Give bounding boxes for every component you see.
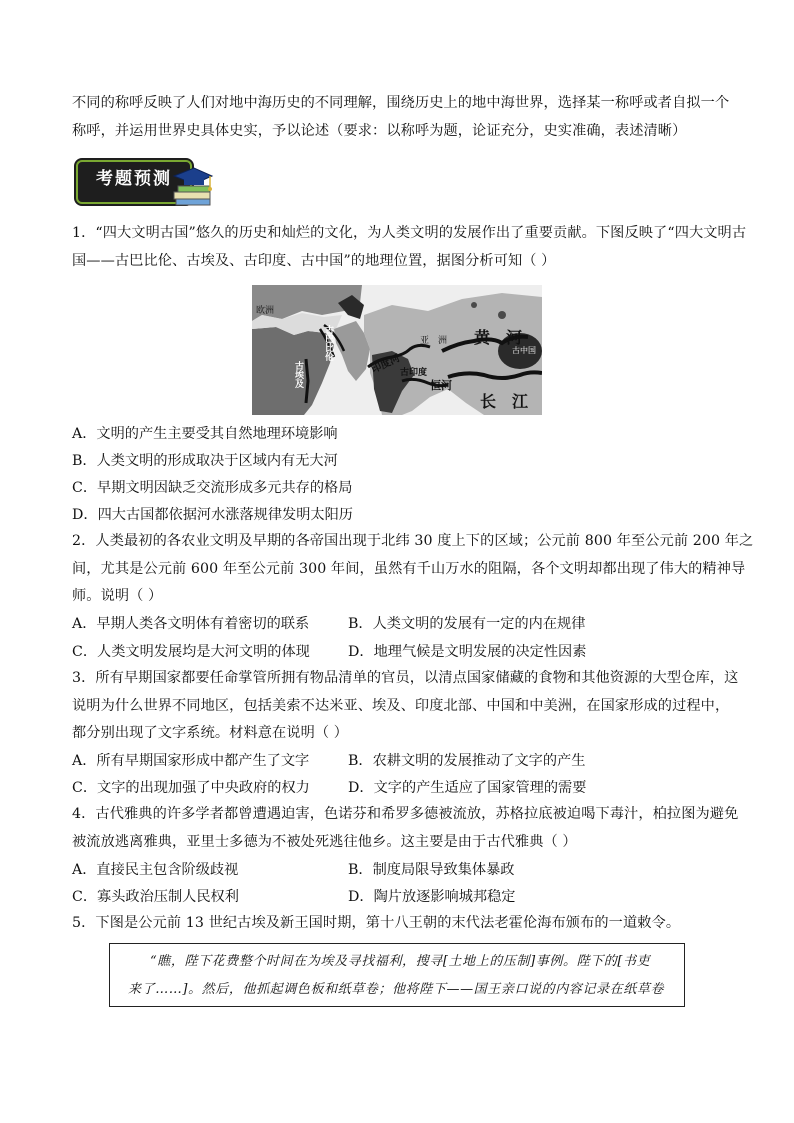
map-label-babylon: 古巴比伦 — [323, 325, 333, 361]
q2-option-c[interactable]: C．人类文明发展均是大河文明的体现 — [72, 644, 310, 660]
question-line: 师。说明（ ） — [72, 588, 163, 604]
question-line: 国——古巴比伦、古埃及、古印度、古中国”的地理位置，据图分析可知（ ） — [72, 252, 556, 269]
question-line: 5．下图是公元前 13 世纪古埃及新王国时期，第十八王朝的末代法老霍伦海布颁布的一道敕令。 — [72, 915, 681, 931]
q2-option-a[interactable]: A．早期人类各文明体有着密切的联系 — [72, 616, 310, 632]
q4-option-b[interactable]: B．制度局限导致集体暴政 — [348, 862, 515, 878]
q4-option-c[interactable]: C．寡头政治压制人民权利 — [72, 889, 239, 905]
intro-paragraph — [72, 90, 730, 145]
question-line: 2．人类最初的各农业文明及早期的各帝国出现于北纬 30 度上下的区域；公元前 800 年至公元前 200 年之 — [72, 533, 754, 549]
q1-option-b[interactable]: B．人类文明的形成取决于区域内有无大河 — [72, 453, 338, 469]
edict-quote-box — [109, 943, 685, 1007]
question-line: 1．“四大文明古国”悠久的历史和灿烂的文化，为人类文明的发展作出了重要贡献。下图反映了“四大文明古 — [72, 225, 747, 241]
map-label-yangtze: 长 江 — [480, 392, 529, 411]
question-line: 都分别出现了文字系统。材料意在说明（ ） — [72, 725, 349, 741]
map-label-yellow-river: 黄 河 — [474, 328, 523, 347]
question-2-stem — [72, 528, 754, 611]
map-label-india: 古印度 — [400, 368, 428, 378]
four-civilizations-map — [252, 285, 542, 415]
question-line: 说明为什么世界不同地区，包括美索不达米亚、埃及、印度北部、中国和中美洲，在国家形成的过程中， — [72, 697, 730, 714]
q2-option-d[interactable]: D．地理气候是文明发展的决定性因素 — [348, 644, 587, 660]
quote-line: “瞧，陛下花费整个时间在为埃及寻找福利，搜寻[土地上的压制]事例。陛下的[书吏 — [150, 954, 651, 969]
q3-option-c[interactable]: C．文字的出现加强了中央政府的权力 — [72, 780, 310, 796]
intro-line: 不同的称呼反映了人们对地中海历史的不同理解，围绕历史上的地中海世界，选择某一称呼或者自拟一个 — [72, 95, 730, 111]
q3-option-b[interactable]: B．农耕文明的发展推动了文字的产生 — [348, 753, 586, 769]
q3-option-d[interactable]: D．文字的产生适应了国家管理的需要 — [348, 780, 587, 796]
graduation-books-icon — [170, 162, 214, 208]
map-label-egypt: 古埃及 — [293, 361, 303, 388]
map-label-asia: 亚 洲 — [420, 336, 448, 346]
question-line: 4．古代雅典的许多学者都曾遭遇迫害，色诺芬和希罗多德被流放，苏格拉底被迫喝下毒汁，柏拉图为避免 — [72, 806, 739, 822]
question-line: 被流放逃离雅典，亚里士多德为不被处死逃往他乡。这主要是由于古代雅典（ ） — [72, 833, 577, 850]
q1-option-a[interactable]: A．文明的产生主要受其自然地理环境影响 — [72, 426, 338, 442]
question-line: 3．所有早期国家都要任命掌管所拥有物品清单的官员，以清点国家储藏的食物和其他资源的大型仓库，这 — [72, 670, 739, 686]
section-badge — [74, 156, 214, 208]
intro-line: 称呼，并运用世界史具体史实，予以论述（要求：以称呼为题，论证充分，史实准确，表述清晰） — [72, 122, 687, 139]
q3-option-a[interactable]: A．所有早期国家形成中都产生了文字 — [72, 753, 310, 769]
q2-option-b[interactable]: B．人类文明的发展有一定的内在规律 — [348, 616, 586, 632]
map-label-europe: 欧洲 — [256, 306, 275, 316]
question-1-stem — [72, 220, 747, 275]
question-line: 间，尤其是公元前 600 年至公元前 300 年间，虽然有千山万水的阻隔，各个文明却都出现了伟大的精神导 — [72, 560, 746, 577]
q4-option-a[interactable]: A．直接民主包含阶级歧视 — [72, 862, 239, 878]
badge-label: 考题预测 — [96, 169, 172, 189]
q1-option-d[interactable]: D．四大古国都依据河水涨落规律发明太阳历 — [72, 507, 353, 523]
map-label-ganges: 恒河 — [430, 379, 452, 392]
question-3-stem — [72, 665, 739, 748]
question-5-stem — [72, 910, 724, 938]
map-label-china: 古中国 — [512, 346, 536, 355]
question-4-stem — [72, 801, 739, 856]
q4-option-d[interactable]: D．陶片放逐影响城邦稳定 — [348, 889, 516, 905]
q1-option-c[interactable]: C．早期文明因缺乏交流形成多元共存的格局 — [72, 480, 353, 496]
map-label-indus: 印度河 — [369, 352, 402, 376]
quote-line: 来了……]。然后，他抓起调色板和纸草卷；他将陛下——国王亲口说的内容记录在纸草卷 — [128, 982, 665, 997]
